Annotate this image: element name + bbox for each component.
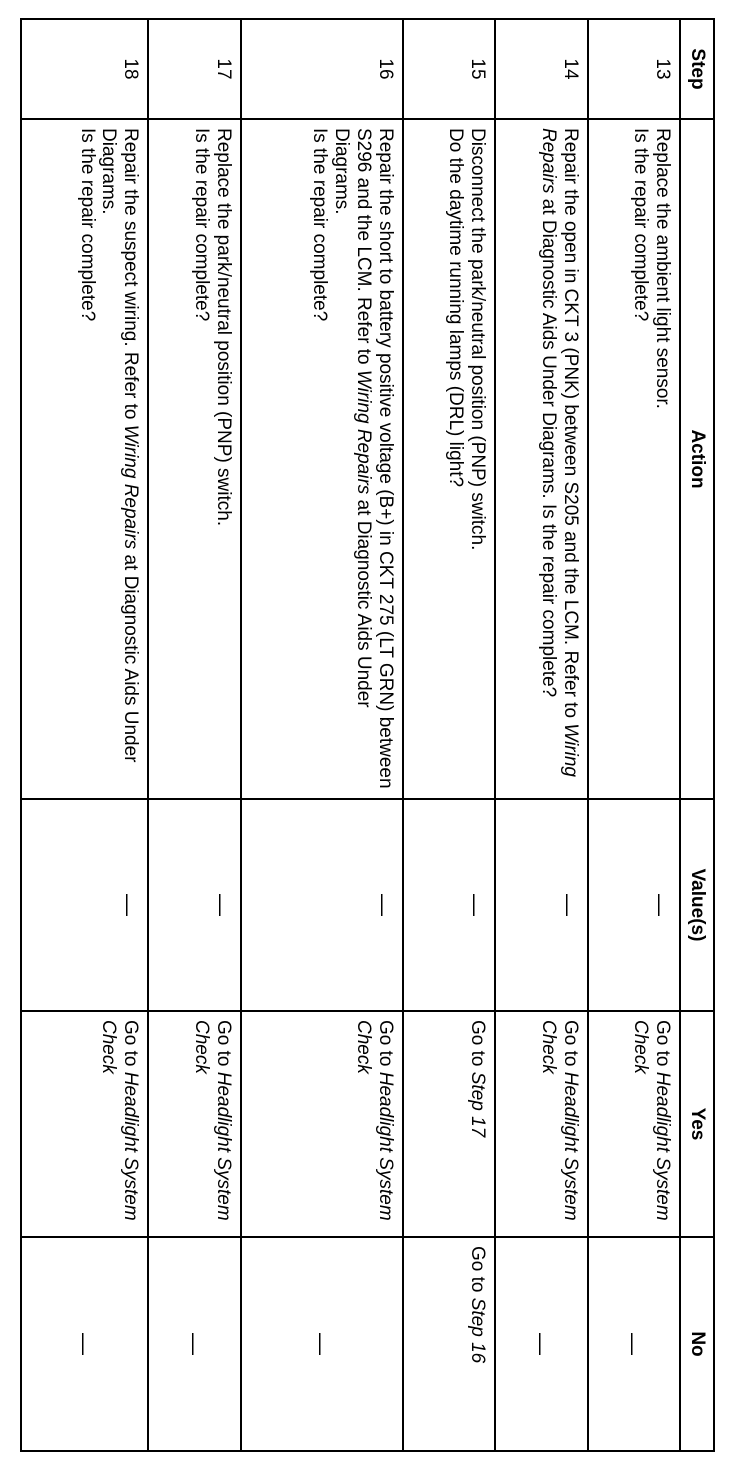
rotated-page	[20, 18, 715, 1450]
value-cell: —	[403, 799, 495, 1011]
yes-cell	[21, 1011, 148, 1237]
yes-link: Headlight System Check	[630, 1020, 673, 1221]
table-row	[495, 19, 587, 1451]
yes-link: Headlight System Check	[537, 1020, 581, 1221]
action-question: Do the daytime running lamps (DRL) light?	[445, 128, 467, 488]
action-paragraph	[98, 128, 142, 790]
yes-plain: Go to	[212, 1020, 234, 1072]
no-cell	[21, 1237, 148, 1451]
no-plain: Go to	[467, 1246, 489, 1298]
diagnostic-table	[20, 18, 715, 1452]
yes-cell	[148, 1011, 240, 1237]
action-question: Is the repair complete?	[76, 128, 98, 322]
no-cell	[241, 1237, 403, 1451]
action-reference: Wiring Repairs	[353, 369, 375, 495]
action-cell	[403, 119, 495, 799]
step-number: 15	[403, 19, 495, 119]
action-text: Replace the park/neutral position (PNP) switch.	[212, 128, 234, 527]
yes-cell	[495, 1011, 587, 1237]
action-text: Repair the open in CKT 3 (PNK) between S205 and the LCM. Refer to	[559, 128, 581, 724]
action-paragraph	[330, 128, 396, 790]
no-plain: —	[529, 1333, 555, 1355]
action-question: Is the repair complete?	[190, 128, 212, 322]
value-cell: —	[148, 799, 240, 1011]
action-cell	[21, 119, 148, 799]
step-number: 17	[148, 19, 240, 119]
action-cell	[495, 119, 587, 799]
table-row	[21, 19, 148, 1451]
action-reference: Wiring Repairs	[537, 128, 581, 777]
yes-cell	[403, 1011, 495, 1237]
action-text: Disconnect the park/neutral position (PNP) switch.	[467, 128, 489, 551]
value-cell: —	[241, 799, 403, 1011]
action-text: Repair the short to battery positive voltage (B+) in CKT 275 (LT GRN) between S296 and the LCM. Refer to	[353, 128, 396, 789]
action-text-continued: at Diagnostic Aids Under Diagrams. Is the repair complete?	[537, 193, 559, 698]
action-text: Repair the suspect wiring. Refer to	[120, 128, 142, 425]
yes-plain: Go to	[652, 1020, 673, 1072]
step-number: 18	[21, 19, 148, 119]
step-number: 16	[241, 19, 403, 119]
no-cell	[588, 1237, 680, 1451]
action-cell	[241, 119, 403, 799]
table-row	[241, 19, 403, 1451]
step-number: 13	[588, 19, 680, 119]
yes-plain: Go to	[120, 1020, 142, 1072]
no-link: Step 16	[467, 1297, 489, 1364]
no-plain: —	[72, 1333, 98, 1355]
table-row	[148, 19, 240, 1451]
yes-cell	[241, 1011, 403, 1237]
value-cell: —	[21, 799, 148, 1011]
action-cell	[148, 119, 240, 799]
step-number: 14	[495, 19, 587, 119]
yes-link: Headlight System Check	[353, 1020, 396, 1221]
no-cell	[495, 1237, 587, 1451]
yes-link: Step 17	[467, 1071, 489, 1138]
action-text-continued: at Diagnostic Aids Under Diagrams.	[98, 128, 142, 763]
no-plain: —	[182, 1333, 208, 1355]
value-cell: —	[495, 799, 587, 1011]
table-row	[588, 19, 680, 1451]
value-cell: —	[588, 799, 680, 1011]
yes-cell	[588, 1011, 680, 1237]
no-plain: —	[309, 1333, 335, 1355]
yes-plain: Go to	[559, 1020, 581, 1072]
action-text: Replace the ambient light sensor.	[652, 128, 673, 409]
yes-plain: Go to	[467, 1020, 489, 1072]
table-row	[403, 19, 495, 1451]
action-question: Is the repair complete?	[309, 128, 331, 322]
yes-link: Headlight System Check	[98, 1020, 142, 1221]
yes-link: Headlight System Check	[190, 1020, 234, 1221]
header-step: Step	[680, 19, 714, 119]
action-text-continued: at Diagnostic Aids Under Diagrams.	[331, 128, 375, 708]
header-row	[680, 19, 714, 1451]
header-action: Action	[680, 119, 714, 799]
no-cell	[403, 1237, 495, 1451]
action-reference: Wiring Repairs	[120, 424, 142, 550]
header-values: Value(s)	[680, 799, 714, 1011]
action-question: Is the repair complete?	[630, 128, 652, 322]
header-no: No	[680, 1237, 714, 1451]
action-cell	[588, 119, 680, 799]
no-plain: —	[621, 1333, 647, 1355]
header-yes: Yes	[680, 1011, 714, 1237]
no-cell	[148, 1237, 240, 1451]
yes-plain: Go to	[374, 1020, 396, 1072]
